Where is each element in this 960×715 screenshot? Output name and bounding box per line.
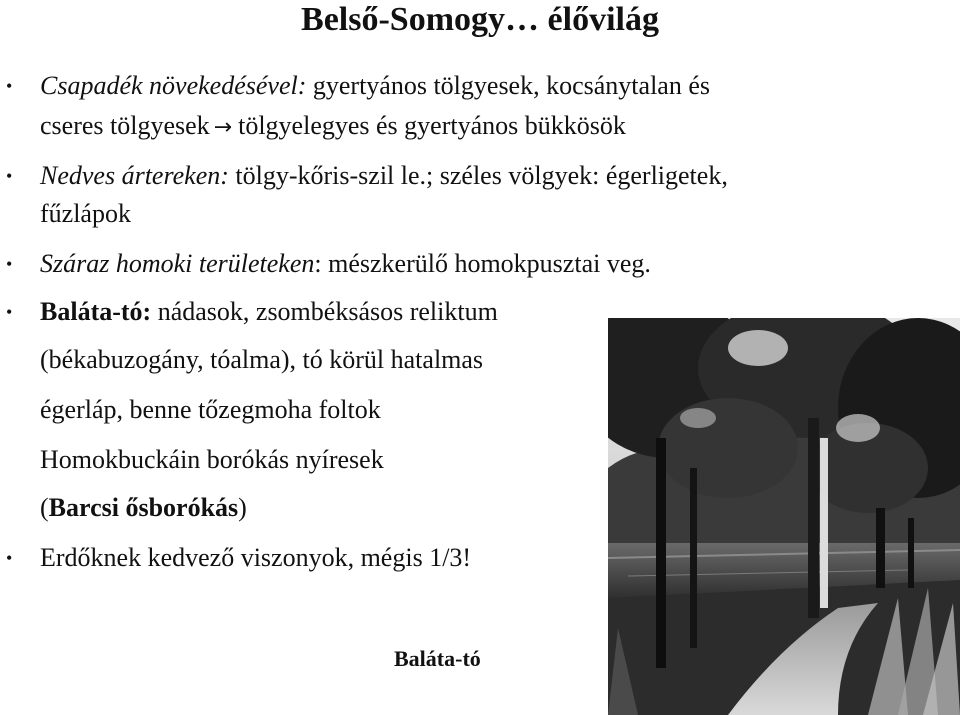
bullet-2-text: tölgy-kőris-szil le.; széles völgyek: égerligetek, [228, 161, 728, 190]
bullet-1-text-2b: tölgyelegyes és gyertyános bükkösök [238, 111, 626, 140]
bullet-marker: • [6, 166, 13, 186]
slide-title: Belső-Somogy… élővilág [301, 1, 659, 38]
bullet-marker: • [6, 302, 13, 322]
bullet-4-paren-open: ( [40, 493, 49, 522]
bullet-1-text-2a: cseres tölgyesek [40, 111, 210, 140]
bullet-1-text: gyertyános tölgyesek, kocsánytalan és [306, 71, 710, 100]
bullet-marker: • [6, 548, 13, 568]
bullet-4-lead: Baláta-tó: [40, 297, 152, 326]
bullet-4-line-5 [40, 492, 247, 524]
bullet-3-text: : mészkerülő homokpusztai veg. [314, 249, 651, 278]
bullet-2-lead: Nedves ártereken: [40, 161, 229, 190]
bullet-5-line-1: Erdőknek kedvező viszonyok, mégis 1/3! [40, 543, 472, 572]
bullet-1-lead: Csapadék növekedésével: [40, 71, 307, 100]
bullet-4-line-3: égerláp, benne tőzegmoha foltok [40, 395, 381, 424]
arrow-right-icon: → [213, 115, 233, 140]
bullet-4-line-4: Homokbuckáin borókás nyíresek [40, 445, 384, 474]
bullet-marker: • [6, 254, 13, 274]
photo-caption: Baláta-tó [394, 646, 481, 671]
bullet-2-line-2: fűzlápok [40, 199, 131, 228]
bullet-4-text: nádasok, zsombéksásos reliktum [151, 297, 498, 326]
bullet-1-line-2 [40, 110, 626, 144]
bullet-2-line-1 [40, 160, 728, 192]
bullet-1-line-1 [40, 70, 710, 102]
bullet-4-paren-close: ) [238, 493, 247, 522]
bullet-marker: • [6, 76, 13, 96]
bullet-3-line-1 [40, 248, 651, 280]
bullet-3-lead: Száraz homoki területeken [40, 249, 315, 278]
bullet-4-bold-name: Barcsi ősborókás [48, 493, 239, 522]
bullet-4-line-2: (békabuzogány, tóalma), tó körül hatalmas [40, 345, 484, 374]
bullet-4-line-1 [40, 296, 498, 328]
